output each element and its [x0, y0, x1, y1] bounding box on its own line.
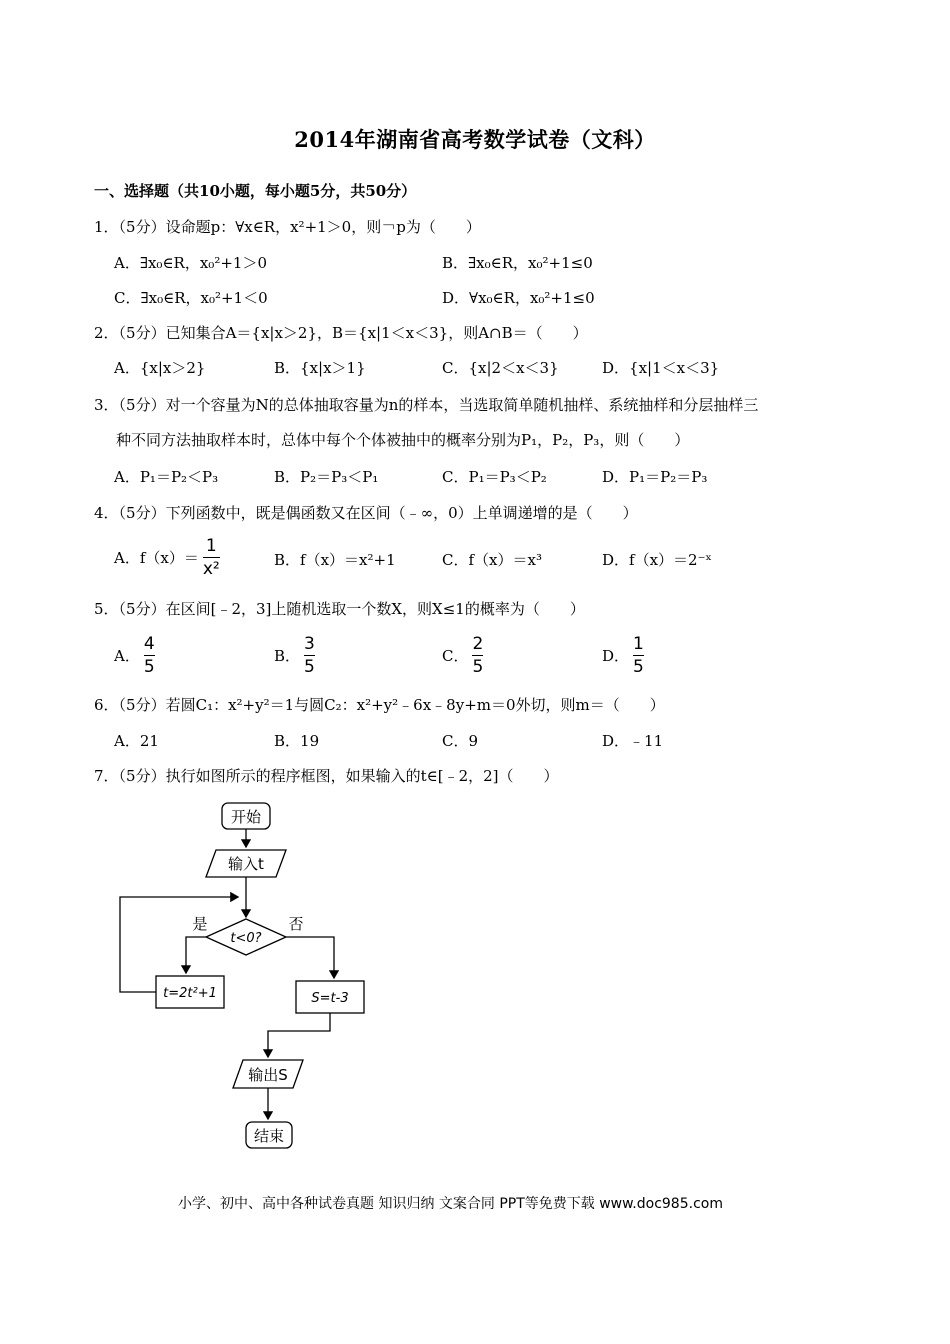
question-4-option-a — [114, 536, 220, 579]
question-5-option-c-fraction — [472, 634, 483, 677]
flow-input-label: 输入t — [228, 855, 264, 873]
flow-assign-t-label: t=2t²+1 — [163, 986, 217, 1001]
question-3-option-a: A．P₁＝P₂＜P₃ — [114, 468, 219, 486]
flow-yes-label: 是 — [192, 915, 208, 933]
question-2-stem: 2．（5分）已知集合A＝{x|x＞2}，B＝{x|1＜x＜3}，则A∩B＝（ ） — [94, 324, 588, 342]
page-title: 2014年湖南省高考数学试卷（文科） — [294, 127, 656, 152]
option-label: C． — [442, 647, 469, 665]
question-3-stem-line-2: 种不同方法抽取样本时，总体中每个个体被抽中的概率分别为P₁，P₂，P₃，则（ ） — [116, 431, 690, 449]
fraction-numerator: 1 — [633, 634, 644, 654]
question-3-option-c: C．P₁＝P₃＜P₂ — [442, 468, 547, 486]
question-4-option-c: C．f（x）＝x³ — [442, 551, 542, 569]
flow-arrow — [268, 1013, 330, 1057]
question-1-stem: 1．（5分）设命题p：∀x∈R，x²+1＞0，则￢p为（ ） — [94, 218, 481, 236]
question-6-option-b: B．19 — [274, 732, 320, 750]
page-footer: 小学、初中、高中各种试卷真题 知识归纳 文案合同 PPT等免费下载 www.doc985.com — [178, 1196, 723, 1212]
section-heading: 一、选择题（共10小题，每小题5分，共50分） — [94, 182, 417, 200]
question-5-option-b — [274, 634, 315, 677]
fraction-denominator: x² — [202, 559, 220, 579]
question-5-option-a-fraction — [144, 634, 155, 677]
question-5-option-b-fraction — [304, 634, 315, 677]
fraction-numerator: 3 — [304, 634, 315, 654]
question-6-option-d: D．﹣11 — [602, 732, 664, 750]
question-3-option-b: B．P₂＝P₃＜P₁ — [274, 468, 379, 486]
flow-start-label: 开始 — [230, 808, 262, 826]
fraction-denominator: 5 — [304, 657, 315, 677]
question-2-option-c: C．{x|2＜x＜3} — [442, 359, 559, 377]
question-3-option-d: D．P₁＝P₂＝P₃ — [602, 468, 708, 486]
fraction-denominator: 5 — [633, 657, 644, 677]
question-4-option-a-prefix: A．f（x）＝ — [114, 549, 199, 567]
question-1-option-a: A．∃x₀∈R，x₀²+1＞0 — [114, 254, 267, 272]
fraction-numerator: 4 — [143, 634, 155, 654]
question-5-option-c — [442, 634, 483, 677]
question-2-option-d: D．{x|1＜x＜3} — [602, 359, 720, 377]
question-2-option-a: A．{x|x＞2} — [114, 359, 206, 377]
flow-no-label: 否 — [288, 915, 304, 933]
question-4-option-b: B．f（x）＝x²+1 — [274, 551, 396, 569]
flowchart — [110, 795, 370, 1155]
question-6-option-a: A．21 — [114, 732, 159, 750]
fraction-denominator: 5 — [472, 657, 484, 677]
question-6-option-c: C．9 — [442, 732, 479, 750]
question-7-stem: 7．（5分）执行如图所示的程序框图，如果输入的t∈[﹣2，2]（ ） — [94, 767, 559, 785]
fraction-numerator: 2 — [472, 634, 484, 654]
question-6-stem: 6．（5分）若圆C₁：x²+y²＝1与圆C₂：x²+y²﹣6x﹣8y+m＝0外切，则m＝（ ） — [94, 696, 665, 714]
flow-no-arrow — [286, 937, 334, 978]
question-5-option-d-fraction — [633, 634, 644, 677]
flow-assign-s-label: S=t-3 — [311, 991, 349, 1006]
question-4-option-d: D．f（x）＝2⁻ˣ — [602, 551, 712, 569]
option-label: D． — [602, 647, 630, 665]
flow-decision-label: t<0? — [230, 931, 262, 946]
fraction-numerator: 1 — [205, 536, 217, 556]
question-5-stem: 5．（5分）在区间[﹣2，3]上随机选取一个数X，则X≤1的概率为（ ） — [94, 600, 585, 618]
flow-end-label: 结束 — [253, 1127, 285, 1145]
question-3-stem-line-1: 3．（5分）对一个容量为N的总体抽取容量为n的样本，当选取简单随机抽样、系统抽样和分层抽样三 — [94, 396, 759, 414]
option-label: A． — [114, 647, 140, 665]
fraction-denominator: 5 — [143, 657, 155, 677]
option-label: B． — [274, 647, 301, 665]
question-1-option-c: C．∃x₀∈R，x₀²+1＜0 — [114, 289, 268, 307]
question-1-option-b: B．∃x₀∈R，x₀²+1≤0 — [442, 254, 593, 272]
question-4-option-a-fraction — [203, 536, 220, 579]
question-5-option-d — [602, 634, 644, 677]
question-2-option-b: B．{x|x＞1} — [274, 359, 366, 377]
flow-output-label: 输出S — [248, 1066, 288, 1084]
question-4-stem: 4．（5分）下列函数中，既是偶函数又在区间（﹣∞，0）上单调递增的是（ ） — [94, 504, 638, 522]
flow-yes-arrow — [186, 937, 206, 973]
question-5-option-a — [114, 634, 155, 677]
question-1-option-d: D．∀x₀∈R，x₀²+1≤0 — [442, 289, 595, 307]
